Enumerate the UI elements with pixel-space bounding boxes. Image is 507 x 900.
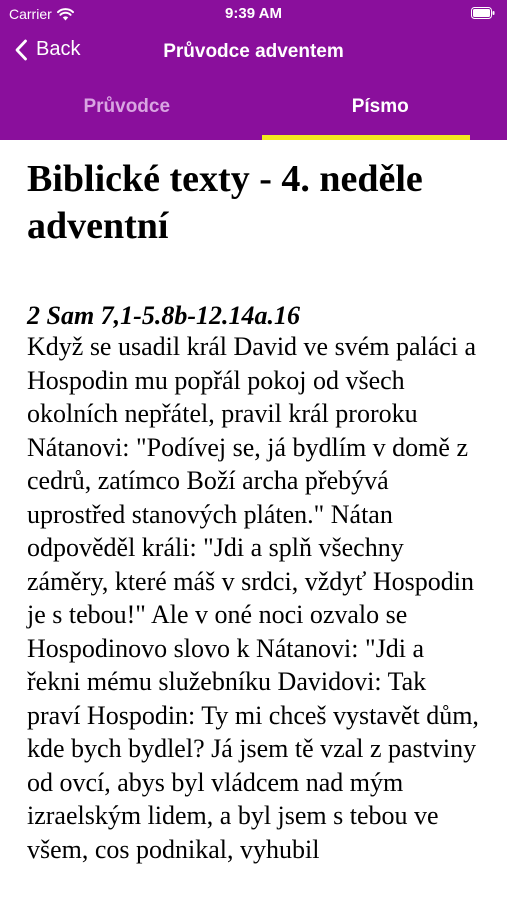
tab-pismo-label: Písmo xyxy=(351,96,409,117)
navigation-bar xyxy=(0,30,507,74)
page-title: Biblické texty - 4. neděle adventní xyxy=(27,158,423,247)
scripture-content[interactable] xyxy=(0,140,507,885)
nav-title: Průvodce adventem xyxy=(163,41,344,62)
carrier-label: Carrier xyxy=(9,6,52,22)
tab-pruvodce-label: Průvodce xyxy=(83,96,171,117)
status-bar xyxy=(0,0,507,28)
tab-pismo[interactable] xyxy=(254,86,507,140)
tab-pruvodce[interactable] xyxy=(0,86,254,140)
battery-full-icon xyxy=(471,7,495,19)
status-time: 9:39 AM xyxy=(225,5,282,22)
reading-text: Když se usadil král David ve svém paláci a Hospodin mu popřál pokoj od všech okolních nepřátel, pravil král proroku Nátanovi: "Podívej se, já bydlím v domě z cedrů, zatímco Boží archa přebývá uprostřed stanových pláten." Nátan odpověděl králi: "Jdi a splň všechny záměry, které máš v srdci, vždyť Hospodin je s tebou!" Ale v oné noci ozvalo se Hospodinovo slovo k Nátanovi: "Jdi a řekni mému služebníku Davidovi: Tak praví Hospodin: Ty mi chceš vystavět dům, kde bych bydlel? Já jsem tě vzal z pastviny od ovcí, abys byl vládcem nad mým izraelským lidem, a byl jsem s tebou ve všem, cos podnikal, vyhubil xyxy=(27,332,479,864)
tab-bar xyxy=(0,86,507,140)
reading-reference: 2 Sam 7,1-5.8b-12.14a.16 xyxy=(27,301,300,330)
back-button-label: Back xyxy=(36,38,81,60)
header xyxy=(0,0,507,140)
